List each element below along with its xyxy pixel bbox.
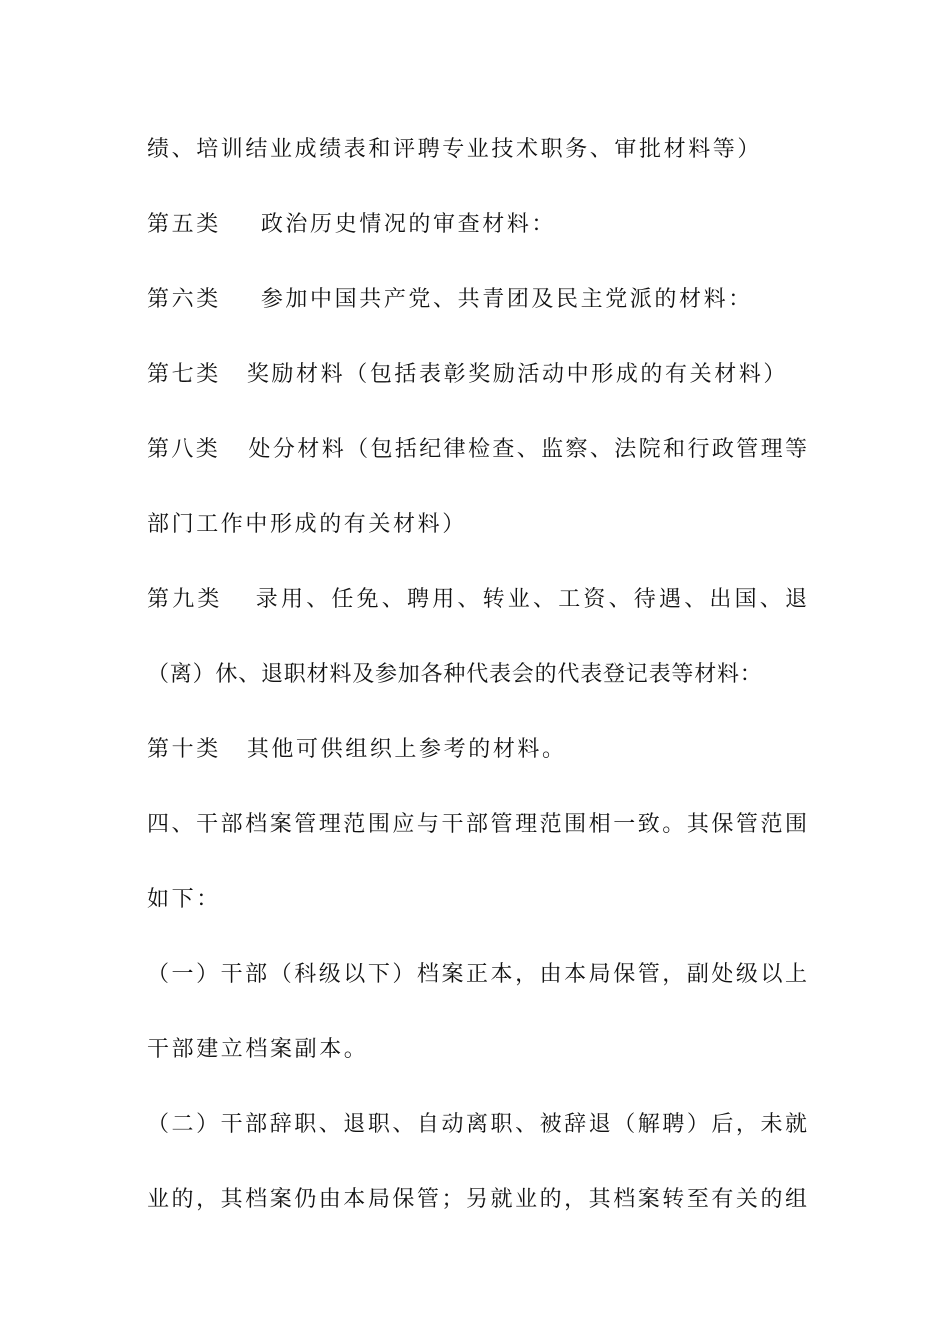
text-line-1: [147, 136, 807, 164]
category-label: 第七类: [147, 362, 221, 387]
category-text: 其他可供组织上参考的材料。: [246, 737, 567, 762]
category-label: 第八类: [147, 437, 221, 462]
line-text: （二）干部辞职、退职、自动离职、被辞退（解聘）后，未就: [147, 1112, 807, 1137]
line-text: 如下：: [147, 887, 221, 912]
category-label: 第六类: [147, 287, 221, 312]
text-line-15: [147, 1186, 807, 1214]
line-text: （一）干部（科级以下）档案正本，由本局保管，副处级以上: [147, 962, 807, 987]
text-line-12: [147, 961, 807, 989]
category-10-line: [147, 736, 807, 764]
category-label: 第十类: [147, 737, 221, 762]
text-line-8: [147, 661, 807, 689]
text-line-10: [147, 811, 807, 839]
line-text: 四、干部档案管理范围应与干部管理范围相一致。其保管范围: [147, 812, 807, 837]
category-6-line: [147, 286, 807, 314]
category-text: 录用、任免、聘用、转业、工资、待遇、出国、退: [252, 587, 807, 612]
category-8-line: [147, 436, 807, 464]
text-line-13: [147, 1036, 807, 1064]
line-text: 部门工作中形成的有关材料）: [147, 512, 467, 537]
category-text: 参加中国共产党、共青团及民主党派的材料：: [260, 287, 753, 312]
text-line-11: [147, 886, 807, 914]
category-text: 政治历史情况的审查材料：: [260, 212, 557, 237]
category-label: 第五类: [147, 212, 221, 237]
line-text: 业的，其档案仍由本局保管；另就业的，其档案转至有关的组: [147, 1187, 807, 1212]
category-9-line: [147, 586, 807, 614]
category-text: 奖励材料（包括表彰奖励活动中形成的有关材料）: [246, 362, 789, 387]
line-text: 干部建立档案副本。: [147, 1037, 369, 1062]
category-label: 第九类: [147, 587, 223, 612]
text-line-14: [147, 1111, 807, 1139]
line-text: （离）休、退职材料及参加各种代表会的代表登记表等材料：: [147, 662, 763, 687]
text-line-6: [147, 511, 807, 539]
category-5-line: [147, 211, 807, 239]
category-7-line: [147, 361, 807, 389]
line-text: 绩、培训结业成绩表和评聘专业技术职务、审批材料等）: [147, 137, 763, 162]
category-text: 处分材料（包括纪律检查、监察、法院和行政管理等: [246, 437, 807, 462]
